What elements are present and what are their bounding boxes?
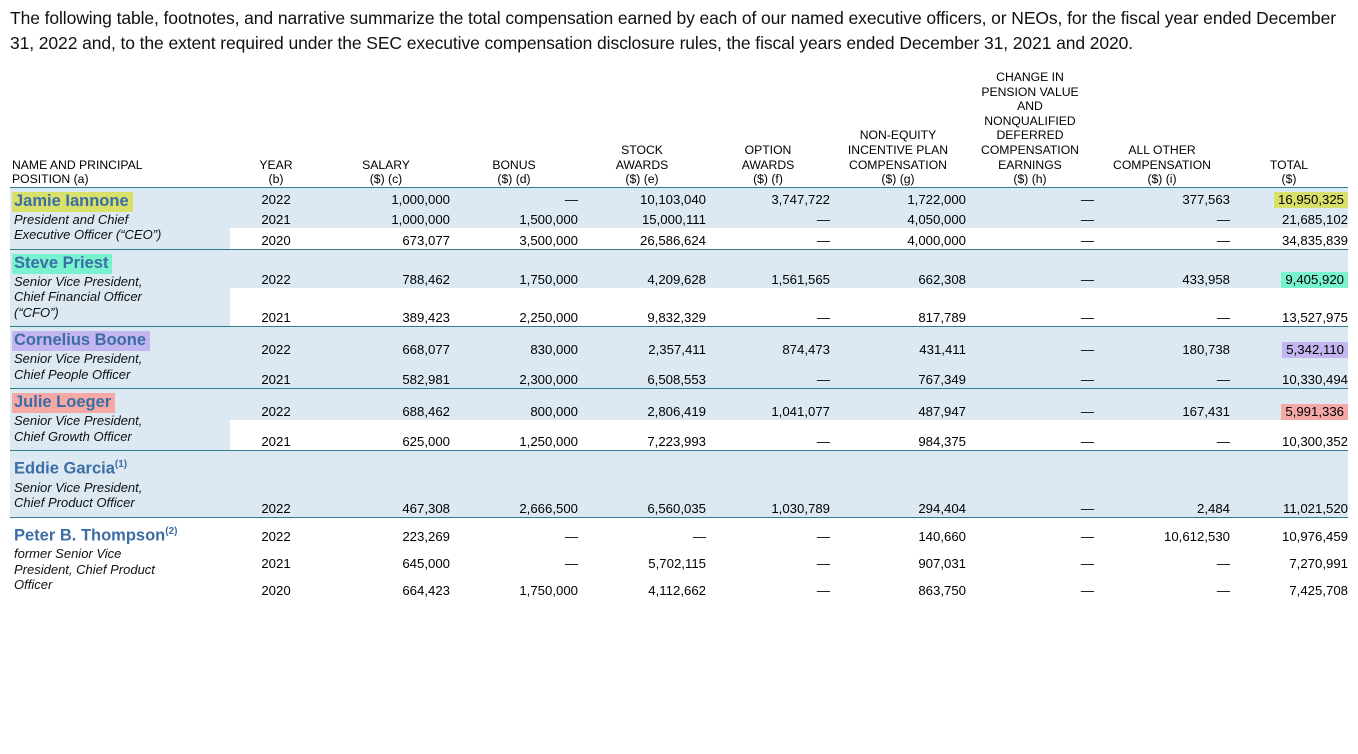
bonus-cell: 1,250,000 <box>450 420 578 451</box>
bonus-cell: 2,300,000 <box>450 358 578 389</box>
bonus-cell: 1,750,000 <box>450 572 578 599</box>
pension-change-cell: — <box>966 451 1094 518</box>
stock-awards-cell: 4,112,662 <box>578 572 706 599</box>
non-equity-incentive-cell: 984,375 <box>830 420 966 451</box>
option-awards-cell: 874,473 <box>706 327 830 358</box>
stock-awards-cell: 2,806,419 <box>578 389 706 420</box>
non-equity-incentive-cell: 1,722,000 <box>830 187 966 208</box>
neo-name-cell <box>10 517 230 599</box>
bonus-cell: 1,500,000 <box>450 208 578 228</box>
year-cell: 2022 <box>230 517 322 545</box>
pension-change-cell: — <box>966 288 1094 327</box>
year-cell: 2022 <box>230 249 322 288</box>
non-equity-incentive-cell: 4,000,000 <box>830 228 966 249</box>
all-other-comp-cell: 377,563 <box>1094 187 1230 208</box>
non-equity-incentive-cell: 767,349 <box>830 358 966 389</box>
year-cell: 2020 <box>230 228 322 249</box>
table-row <box>10 327 1348 358</box>
total-cell: 34,835,839 <box>1230 228 1348 249</box>
non-equity-incentive-cell: 863,750 <box>830 572 966 599</box>
salary-cell: 582,981 <box>322 358 450 389</box>
neo-name: Eddie Garcia$^{(1)}$ <box>14 459 128 478</box>
total-cell <box>1230 249 1348 288</box>
option-awards-cell: 1,030,789 <box>706 451 830 518</box>
pension-change-cell: — <box>966 208 1094 228</box>
pension-change-cell: — <box>966 517 1094 545</box>
pension-change-cell: — <box>966 545 1094 572</box>
all-other-comp-cell: — <box>1094 358 1230 389</box>
bonus-cell: — <box>450 517 578 545</box>
salary-cell: 1,000,000 <box>322 187 450 208</box>
neo-name-cell <box>10 389 230 451</box>
column-header-5: OPTION AWARDS ($) (f) <box>741 142 795 187</box>
footnote-marker: (2) <box>165 525 178 537</box>
neo-name: Peter B. Thompson$^{(2)}$ <box>14 525 178 545</box>
footnote-marker: (1) <box>114 459 128 471</box>
non-equity-incentive-cell: 140,660 <box>830 517 966 545</box>
year-cell: 2021 <box>230 208 322 228</box>
total-highlight: 5,991,336 <box>1281 404 1348 420</box>
neo-name: Steve Priest <box>12 254 112 274</box>
column-header-4: STOCK AWARDS ($) (e) <box>615 142 669 187</box>
total-cell: 7,425,708 <box>1230 572 1348 599</box>
salary-cell: 788,462 <box>322 249 450 288</box>
year-cell: 2022 <box>230 451 322 518</box>
all-other-comp-cell: 167,431 <box>1094 389 1230 420</box>
neo-title-line: Senior Vice President, <box>14 351 143 367</box>
total-cell: 13,527,975 <box>1230 288 1348 327</box>
neo-title-line: Senior Vice President, <box>14 413 143 429</box>
option-awards-cell: — <box>706 420 830 451</box>
table-header <box>10 70 1348 187</box>
option-awards-cell: — <box>706 545 830 572</box>
all-other-comp-cell: — <box>1094 228 1230 249</box>
neo-name: Cornelius Boone <box>12 331 150 351</box>
stock-awards-cell: 2,357,411 <box>578 327 706 358</box>
salary-cell: 645,000 <box>322 545 450 572</box>
all-other-comp-cell: 180,738 <box>1094 327 1230 358</box>
column-header-7: CHANGE IN PENSION VALUE AND NONQUALIFIED DEFERRED COMPENSATION EARNINGS ($) (h) <box>981 70 1079 187</box>
pension-change-cell: — <box>966 389 1094 420</box>
column-header-6: NON-EQUITY INCENTIVE PLAN COMPENSATION ($) (g) <box>847 128 949 187</box>
neo-title-line: President and Chief <box>14 211 129 227</box>
all-other-comp-cell: — <box>1094 208 1230 228</box>
pension-change-cell: — <box>966 249 1094 288</box>
neo-title-line: Officer <box>14 577 53 593</box>
all-other-comp-cell: 2,484 <box>1094 451 1230 518</box>
bonus-cell: — <box>450 545 578 572</box>
table-row <box>10 451 1348 518</box>
option-awards-cell: — <box>706 358 830 389</box>
salary-cell: 625,000 <box>322 420 450 451</box>
intro-paragraph: The following table, footnotes, and narrative summarize the total compensation earned by each of our named executive officers, or NEOs, for the fiscal year ended December 31, 2022 and, to the extent required under the SEC executive compensation disclosure rules, the fiscal years ended December 31, 2021 and 2020. <box>10 8 1337 53</box>
neo-name-cell <box>10 249 230 327</box>
stock-awards-cell: 15,000,111 <box>578 208 706 228</box>
year-cell: 2021 <box>230 420 322 451</box>
table-body <box>10 187 1348 599</box>
non-equity-incentive-cell: 907,031 <box>830 545 966 572</box>
neo-title-line: Chief Financial Officer <box>14 289 142 305</box>
stock-awards-cell: 9,832,329 <box>578 288 706 327</box>
neo-title-line: Chief Product Officer <box>14 495 135 511</box>
salary-cell: 664,423 <box>322 572 450 599</box>
option-awards-cell: 3,747,722 <box>706 187 830 208</box>
column-header-1: YEAR (b) <box>259 157 293 187</box>
option-awards-cell: — <box>706 517 830 545</box>
bonus-cell: 2,250,000 <box>450 288 578 327</box>
option-awards-cell: — <box>706 288 830 327</box>
stock-awards-cell: 6,560,035 <box>578 451 706 518</box>
pension-change-cell: — <box>966 420 1094 451</box>
column-header-3: BONUS ($) (d) <box>492 157 536 187</box>
all-other-comp-cell: 10,612,530 <box>1094 517 1230 545</box>
neo-name: Julie Loeger <box>12 393 115 413</box>
pension-change-cell: — <box>966 228 1094 249</box>
neo-name: Jamie Iannone <box>12 192 133 212</box>
bonus-cell: 2,666,500 <box>450 451 578 518</box>
year-cell: 2021 <box>230 288 322 327</box>
neo-title-line: Senior Vice President, <box>14 479 143 495</box>
total-highlight: 9,405,920 <box>1281 272 1348 288</box>
column-header-2: SALARY ($) (c) <box>362 157 410 187</box>
non-equity-incentive-cell: 294,404 <box>830 451 966 518</box>
year-cell: 2020 <box>230 572 322 599</box>
pension-change-cell: — <box>966 187 1094 208</box>
all-other-comp-cell: — <box>1094 572 1230 599</box>
total-highlight: 5,342,110 <box>1282 342 1348 358</box>
year-cell: 2021 <box>230 358 322 389</box>
year-cell: 2021 <box>230 545 322 572</box>
stock-awards-cell: 6,508,553 <box>578 358 706 389</box>
total-cell: 10,300,352 <box>1230 420 1348 451</box>
total-cell: 10,976,459 <box>1230 517 1348 545</box>
all-other-comp-cell: 433,958 <box>1094 249 1230 288</box>
salary-cell: 467,308 <box>322 451 450 518</box>
summary-compensation-table <box>10 70 1348 599</box>
neo-title-line: Chief Growth Officer <box>14 428 132 444</box>
bonus-cell: 830,000 <box>450 327 578 358</box>
table-row <box>10 389 1348 420</box>
stock-awards-cell: 26,586,624 <box>578 228 706 249</box>
neo-title-line: Senior Vice President, <box>14 273 143 289</box>
salary-cell: 668,077 <box>322 327 450 358</box>
year-cell: 2022 <box>230 187 322 208</box>
year-cell: 2022 <box>230 327 322 358</box>
total-cell: 11,021,520 <box>1230 451 1348 518</box>
non-equity-incentive-cell: 4,050,000 <box>830 208 966 228</box>
salary-cell: 1,000,000 <box>322 208 450 228</box>
neo-name-cell <box>10 327 230 389</box>
all-other-comp-cell: — <box>1094 545 1230 572</box>
salary-cell: 673,077 <box>322 228 450 249</box>
neo-name-cell <box>10 451 230 518</box>
non-equity-incentive-cell: 817,789 <box>830 288 966 327</box>
salary-cell: 389,423 <box>322 288 450 327</box>
option-awards-cell: — <box>706 228 830 249</box>
stock-awards-cell: 4,209,628 <box>578 249 706 288</box>
table-row <box>10 187 1348 208</box>
table-row <box>10 249 1348 288</box>
pension-change-cell: — <box>966 358 1094 389</box>
neo-title-line: Chief People Officer <box>14 366 131 382</box>
column-header-0: NAME AND PRINCIPAL POSITION (a) <box>12 157 143 187</box>
stock-awards-cell: 5,702,115 <box>578 545 706 572</box>
total-cell <box>1230 327 1348 358</box>
total-cell: 10,330,494 <box>1230 358 1348 389</box>
total-cell <box>1230 389 1348 420</box>
stock-awards-cell: 7,223,993 <box>578 420 706 451</box>
all-other-comp-cell: — <box>1094 420 1230 451</box>
bonus-cell: 1,750,000 <box>450 249 578 288</box>
pension-change-cell: — <box>966 327 1094 358</box>
option-awards-cell: — <box>706 572 830 599</box>
total-cell: 7,270,991 <box>1230 545 1348 572</box>
neo-title-line: (“CFO”) <box>14 304 59 320</box>
non-equity-incentive-cell: 487,947 <box>830 389 966 420</box>
non-equity-incentive-cell: 431,411 <box>830 327 966 358</box>
non-equity-incentive-cell: 662,308 <box>830 249 966 288</box>
neo-title-line: former Senior Vice <box>14 546 122 562</box>
table-row <box>10 517 1348 545</box>
total-cell: 21,685,102 <box>1230 208 1348 228</box>
pension-change-cell: — <box>966 572 1094 599</box>
salary-cell: 223,269 <box>322 517 450 545</box>
column-header-8: ALL OTHER COMPENSATION ($) (i) <box>1113 142 1211 187</box>
bonus-cell: — <box>450 187 578 208</box>
all-other-comp-cell: — <box>1094 288 1230 327</box>
total-cell <box>1230 187 1348 208</box>
bonus-cell: 800,000 <box>450 389 578 420</box>
salary-cell: 688,462 <box>322 389 450 420</box>
neo-name-cell <box>10 187 230 249</box>
stock-awards-cell: — <box>578 517 706 545</box>
bonus-cell: 3,500,000 <box>450 228 578 249</box>
year-cell: 2022 <box>230 389 322 420</box>
neo-title-line: Executive Officer (“CEO”) <box>14 227 162 243</box>
option-awards-cell: 1,041,077 <box>706 389 830 420</box>
option-awards-cell: — <box>706 208 830 228</box>
neo-title-line: President, Chief Product <box>14 561 155 577</box>
column-header-9: TOTAL ($) <box>1269 157 1309 187</box>
total-highlight: 16,950,325 <box>1274 192 1348 208</box>
option-awards-cell: 1,561,565 <box>706 249 830 288</box>
stock-awards-cell: 10,103,040 <box>578 187 706 208</box>
